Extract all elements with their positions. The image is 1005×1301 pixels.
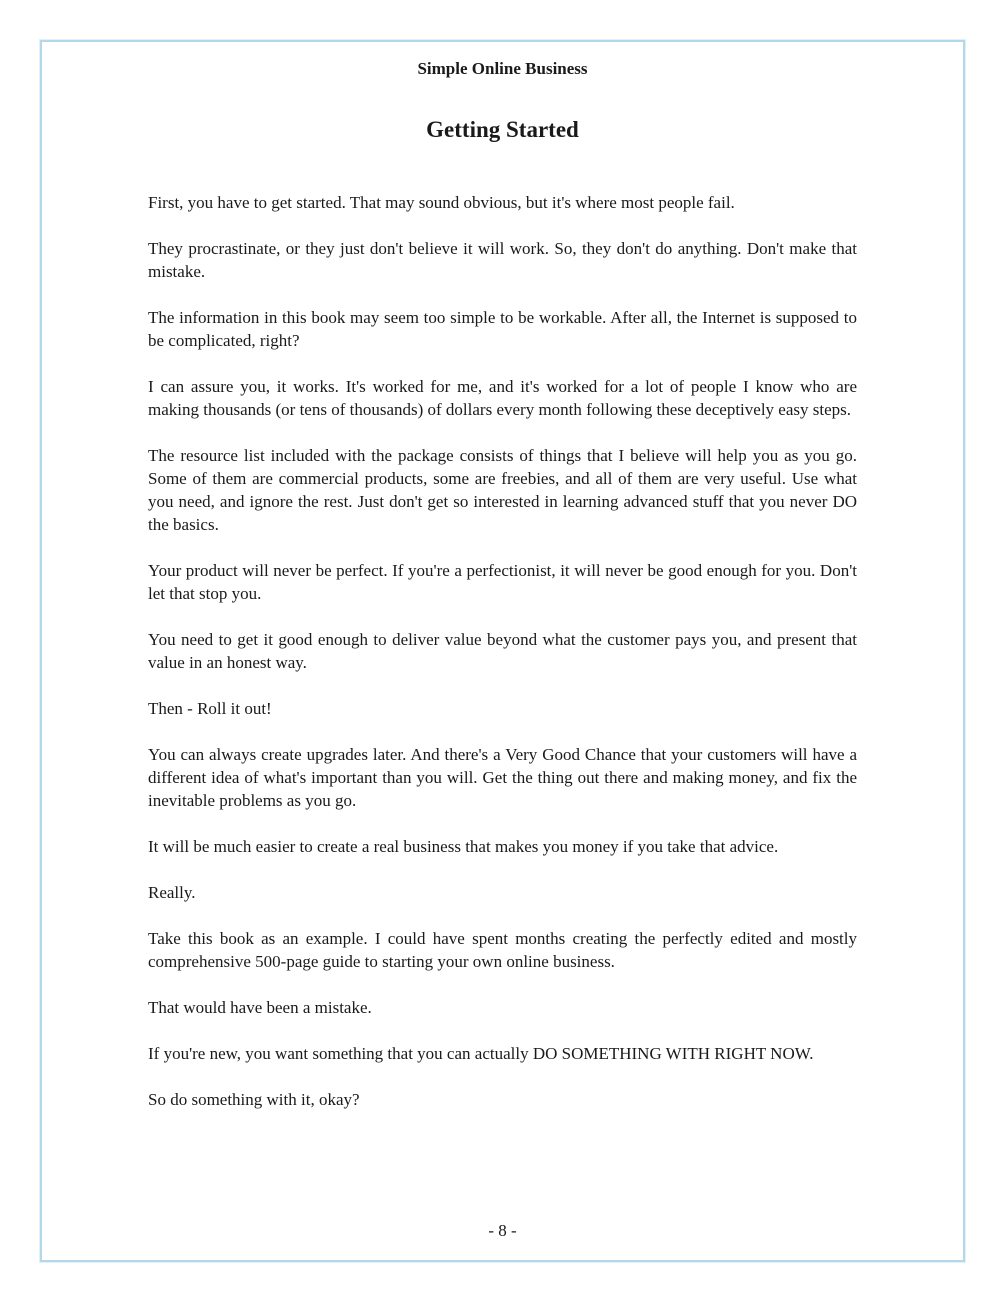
- paragraph: The resource list included with the package consists of things that I believe will help you as you go. Some of them are commercial products, some are freebies, and all of them are very useful. Use what you need, and ignore the rest. Just don't get so interested in learning advanced stuff that you never DO the basics.: [148, 446, 857, 534]
- page-border-frame: [40, 40, 965, 1262]
- paragraph: If you're new, you want something that you can actually DO SOMETHING WITH RIGHT NOW.: [148, 1044, 814, 1063]
- chapter-title: Getting Started: [426, 117, 579, 142]
- paragraph: You can always create upgrades later. And there's a Very Good Chance that your customers will have a different idea of what's important than you will. Get the thing out there and making money, and fix the inevitable problems as you go.: [148, 745, 857, 810]
- page-number: - 8 -: [488, 1221, 517, 1240]
- paragraph: You need to get it good enough to deliver value beyond what the customer pays you, and present that value in an honest way.: [148, 630, 857, 672]
- paragraph: They procrastinate, or they just don't believe it will work. So, they don't do anything. Don't make that mistake.: [148, 239, 857, 281]
- paragraph: So do something with it, okay?: [148, 1090, 360, 1109]
- paragraph: It will be much easier to create a real business that makes you money if you take that advice.: [148, 837, 779, 856]
- body-text: [148, 168, 857, 1111]
- paragraph: The information in this book may seem too simple to be workable. After all, the Internet is supposed to be complicated, right?: [148, 308, 857, 350]
- paragraph: Really.: [148, 883, 196, 902]
- running-header: Simple Online Business: [417, 59, 588, 78]
- paragraph: Take this book as an example. I could have spent months creating the perfectly edited and mostly comprehensive 500-page guide to starting your own online business.: [148, 929, 857, 971]
- paragraph: Your product will never be perfect. If you're a perfectionist, it will never be good enough for you. Don't let that stop you.: [148, 561, 857, 603]
- paragraph: Then - Roll it out!: [148, 699, 272, 718]
- paragraph: First, you have to get started. That may sound obvious, but it's where most people fail.: [148, 193, 735, 212]
- paragraph: I can assure you, it works. It's worked for me, and it's worked for a lot of people I know who are making thousands (or tens of thousands) of dollars every month following these deceptively easy steps.: [148, 377, 857, 419]
- paragraph: That would have been a mistake.: [148, 998, 372, 1017]
